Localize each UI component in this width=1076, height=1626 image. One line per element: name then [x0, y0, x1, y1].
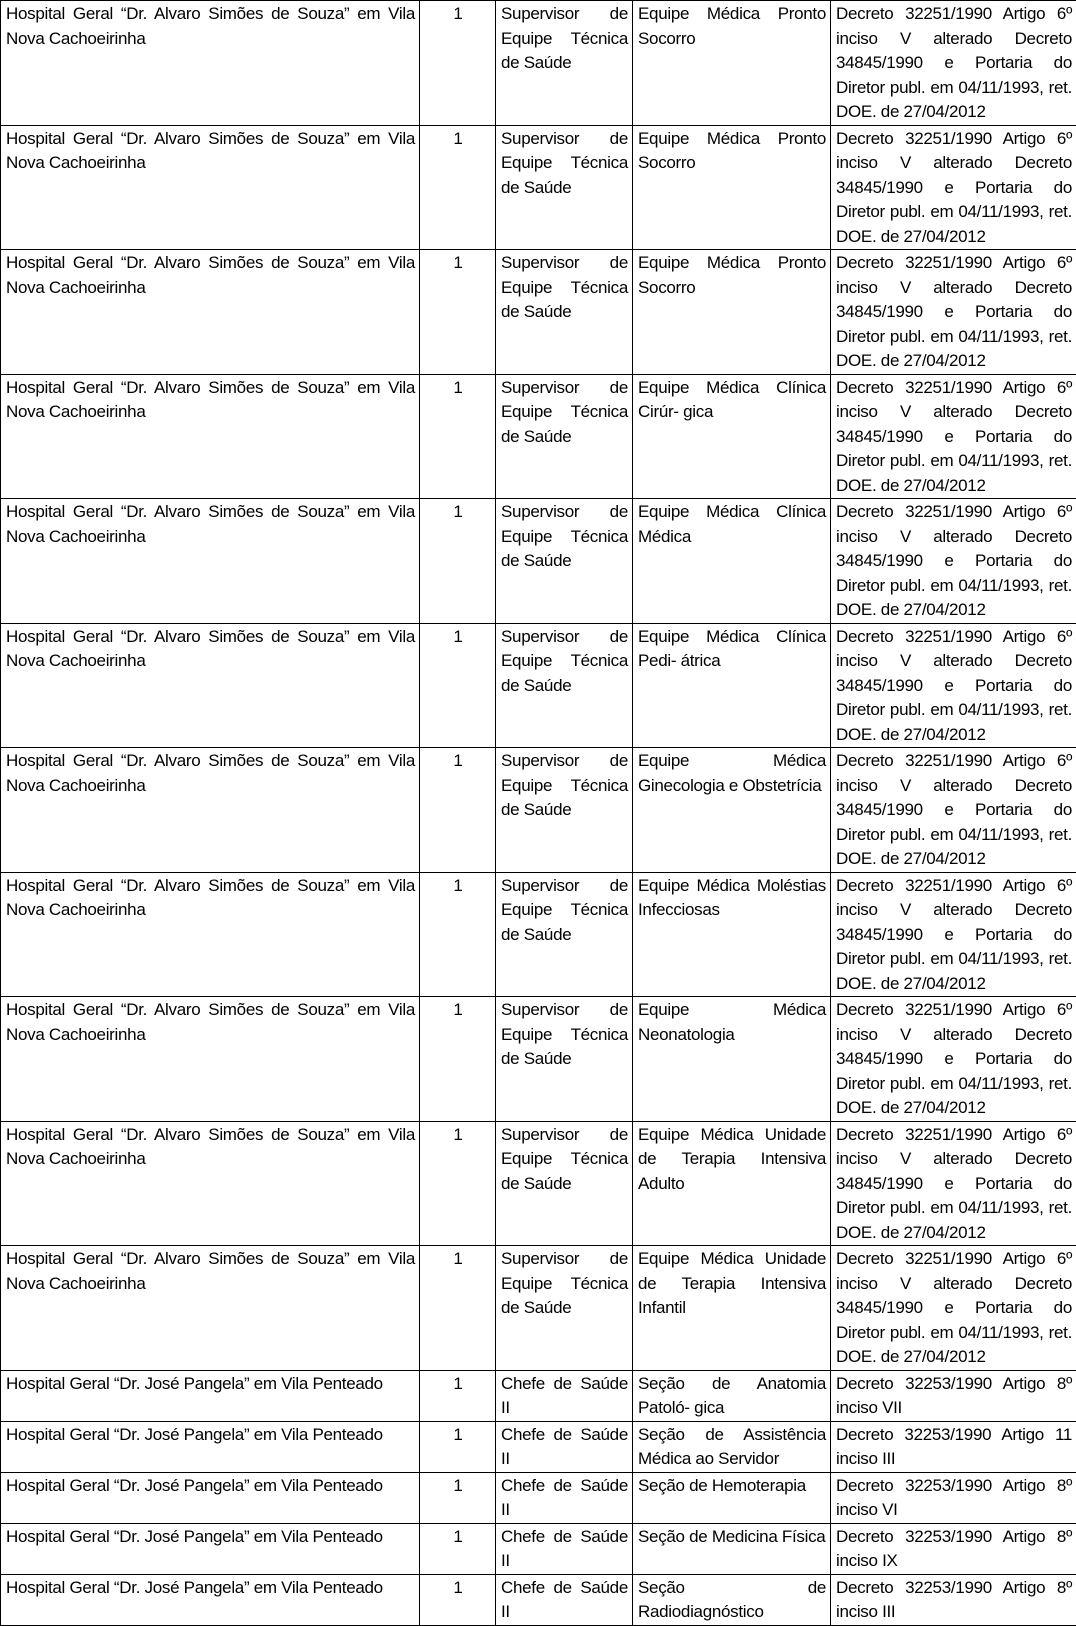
unit-cell [1, 623, 420, 748]
sector-cell [633, 1, 831, 126]
position-cell [496, 623, 633, 748]
quantity-cell [420, 1574, 496, 1625]
unit-text: Hospital Geral “Dr. Alvaro Simões de Souza” em Vila Nova Cachoeirinha [6, 251, 415, 300]
legal-basis-text: Decreto 32251/1990 Artigo 6º inciso V alterado Decreto 34845/1990 e Portaria do Diretor publ. em 04/11/1993, ret. DOE. de 27/04/2012 [836, 1123, 1072, 1246]
position-text: Supervisor de Equipe Técnica de Saúde [501, 874, 628, 948]
quantity-cell [420, 748, 496, 873]
sector-text: Equipe Médica Ginecologia e Obstetrícia [638, 749, 826, 798]
position-cell [496, 499, 633, 624]
legal-basis-cell [831, 1246, 1076, 1371]
legal-basis-text: Decreto 32251/1990 Artigo 6º inciso V alterado Decreto 34845/1990 e Portaria do Diretor publ. em 04/11/1993, ret. DOE. de 27/04/2012 [836, 1247, 1072, 1370]
table-row [1, 623, 1076, 748]
legal-basis-cell [831, 1370, 1076, 1421]
sector-text: Equipe Médica Pronto Socorro [638, 251, 826, 300]
legal-basis-text: Decreto 32251/1990 Artigo 6º inciso V alterado Decreto 34845/1990 e Portaria do Diretor publ. em 04/11/1993, ret. DOE. de 27/04/2012 [836, 376, 1072, 499]
sector-text: Seção de Assistência Médica ao Servidor [638, 1423, 826, 1472]
table-row [1, 1121, 1076, 1246]
legal-basis-text: Decreto 32253/1990 Artigo 11 inciso III [836, 1423, 1072, 1472]
position-text: Supervisor de Equipe Técnica de Saúde [501, 127, 628, 201]
quantity-text: 1 [425, 749, 491, 774]
quantity-text: 1 [425, 1123, 491, 1148]
sector-cell [633, 1370, 831, 1421]
quantity-cell [420, 125, 496, 250]
table-row [1, 125, 1076, 250]
unit-text: Hospital Geral “Dr. Alvaro Simões de Souza” em Vila Nova Cachoeirinha [6, 1123, 415, 1172]
legal-basis-cell [831, 1421, 1076, 1472]
position-cell [496, 997, 633, 1122]
quantity-cell [420, 499, 496, 624]
quantity-cell [420, 1, 496, 126]
quantity-text: 1 [425, 874, 491, 899]
unit-text: Hospital Geral “Dr. Alvaro Simões de Souza” em Vila Nova Cachoeirinha [6, 625, 415, 674]
position-cell [496, 748, 633, 873]
table-row [1, 872, 1076, 997]
legal-basis-cell [831, 1523, 1076, 1574]
sector-cell [633, 748, 831, 873]
unit-cell [1, 1421, 420, 1472]
quantity-cell [420, 872, 496, 997]
quantity-cell [420, 623, 496, 748]
quantity-text: 1 [425, 998, 491, 1023]
unit-cell [1, 1523, 420, 1574]
sector-text: Seção de Anatomia Patoló- gica [638, 1372, 826, 1421]
quantity-text: 1 [425, 500, 491, 525]
legal-basis-cell [831, 623, 1076, 748]
sector-cell [633, 125, 831, 250]
sector-text: Seção de Medicina Física [638, 1525, 826, 1550]
legal-basis-text: Decreto 32253/1990 Artigo 8º inciso VII [836, 1372, 1072, 1421]
position-text: Supervisor de Equipe Técnica de Saúde [501, 998, 628, 1072]
legal-basis-cell [831, 250, 1076, 375]
sector-text: Equipe Médica Moléstias Infecciosas [638, 874, 826, 923]
unit-text: Hospital Geral “Dr. Alvaro Simões de Souza” em Vila Nova Cachoeirinha [6, 998, 415, 1047]
table-row [1, 1472, 1076, 1523]
quantity-text: 1 [425, 1525, 491, 1550]
quantity-text: 1 [425, 1423, 491, 1448]
unit-text: Hospital Geral “Dr. José Pangela” em Vila Penteado [6, 1372, 415, 1397]
position-cell [496, 374, 633, 499]
sector-text: Seção de Hemoterapia [638, 1474, 826, 1499]
quantity-cell [420, 1421, 496, 1472]
position-cell [496, 1121, 633, 1246]
position-cell [496, 1472, 633, 1523]
unit-cell [1, 499, 420, 624]
quantity-cell [420, 250, 496, 375]
sector-cell [633, 623, 831, 748]
quantity-text: 1 [425, 625, 491, 650]
legal-basis-text: Decreto 32253/1990 Artigo 8º inciso VI [836, 1474, 1072, 1523]
sector-cell [633, 1246, 831, 1371]
sector-text: Equipe Médica Clínica Cirúr- gica [638, 376, 826, 425]
unit-cell [1, 125, 420, 250]
table-row [1, 1246, 1076, 1371]
position-text: Supervisor de Equipe Técnica de Saúde [501, 500, 628, 574]
unit-cell [1, 1370, 420, 1421]
unit-cell [1, 1121, 420, 1246]
table-row [1, 1, 1076, 126]
legal-basis-text: Decreto 32251/1990 Artigo 6º inciso V alterado Decreto 34845/1990 e Portaria do Diretor publ. em 04/11/1993, ret. DOE. de 27/04/2012 [836, 625, 1072, 748]
legal-basis-cell [831, 1574, 1076, 1625]
quantity-text: 1 [425, 1576, 491, 1601]
legal-basis-text: Decreto 32253/1990 Artigo 8º inciso IX [836, 1525, 1072, 1574]
unit-text: Hospital Geral “Dr. Alvaro Simões de Souza” em Vila Nova Cachoeirinha [6, 1247, 415, 1296]
legal-basis-text: Decreto 32251/1990 Artigo 6º inciso V alterado Decreto 34845/1990 e Portaria do Diretor publ. em 04/11/1993, ret. DOE. de 27/04/2012 [836, 749, 1072, 872]
unit-text: Hospital Geral “Dr. Alvaro Simões de Souza” em Vila Nova Cachoeirinha [6, 874, 415, 923]
legal-basis-text: Decreto 32251/1990 Artigo 6º inciso V alterado Decreto 34845/1990 e Portaria do Diretor publ. em 04/11/1993, ret. DOE. de 27/04/2012 [836, 998, 1072, 1121]
table-row [1, 997, 1076, 1122]
quantity-cell [420, 1472, 496, 1523]
legal-basis-text: Decreto 32251/1990 Artigo 6º inciso V alterado Decreto 34845/1990 e Portaria do Diretor publ. em 04/11/1993, ret. DOE. de 27/04/2012 [836, 251, 1072, 374]
quantity-cell [420, 1121, 496, 1246]
unit-cell [1, 1246, 420, 1371]
unit-text: Hospital Geral “Dr. Alvaro Simões de Souza” em Vila Nova Cachoeirinha [6, 749, 415, 798]
position-cell [496, 872, 633, 997]
position-cell [496, 1574, 633, 1625]
quantity-text: 1 [425, 2, 491, 27]
table-row [1, 1421, 1076, 1472]
sector-text: Equipe Médica Unidade de Terapia Intensiva Adulto [638, 1123, 826, 1197]
table-row [1, 1370, 1076, 1421]
sector-cell [633, 250, 831, 375]
position-cell [496, 1246, 633, 1371]
unit-text: Hospital Geral “Dr. Alvaro Simões de Souza” em Vila Nova Cachoeirinha [6, 127, 415, 176]
sector-text: Equipe Médica Pronto Socorro [638, 2, 826, 51]
sector-cell [633, 1523, 831, 1574]
quantity-cell [420, 374, 496, 499]
position-text: Chefe de Saúde II [501, 1525, 628, 1574]
table-body [1, 1, 1076, 1626]
position-text: Chefe de Saúde II [501, 1423, 628, 1472]
unit-cell [1, 748, 420, 873]
position-text: Supervisor de Equipe Técnica de Saúde [501, 625, 628, 699]
sector-cell [633, 499, 831, 624]
legal-basis-text: Decreto 32251/1990 Artigo 6º inciso V alterado Decreto 34845/1990 e Portaria do Diretor publ. em 04/11/1993, ret. DOE. de 27/04/2012 [836, 127, 1072, 250]
table-row [1, 374, 1076, 499]
table-row [1, 748, 1076, 873]
unit-text: Hospital Geral “Dr. José Pangela” em Vila Penteado [6, 1423, 415, 1448]
position-text: Chefe de Saúde II [501, 1372, 628, 1421]
unit-cell [1, 1, 420, 126]
unit-cell [1, 997, 420, 1122]
legal-basis-text: Decreto 32253/1990 Artigo 8º inciso III [836, 1576, 1072, 1625]
sector-text: Equipe Médica Neonatologia [638, 998, 826, 1047]
quantity-cell [420, 997, 496, 1122]
quantity-text: 1 [425, 251, 491, 276]
sector-text: Equipe Médica Clínica Pedi- átrica [638, 625, 826, 674]
table-row [1, 1523, 1076, 1574]
unit-cell [1, 1472, 420, 1523]
quantity-text: 1 [425, 376, 491, 401]
sector-cell [633, 1421, 831, 1472]
legal-basis-text: Decreto 32251/1990 Artigo 6º inciso V alterado Decreto 34845/1990 e Portaria do Diretor publ. em 04/11/1993, ret. DOE. de 27/04/2012 [836, 500, 1072, 623]
position-cell [496, 1370, 633, 1421]
quantity-cell [420, 1523, 496, 1574]
legal-basis-cell [831, 1472, 1076, 1523]
position-cell [496, 1523, 633, 1574]
legal-basis-cell [831, 1, 1076, 126]
unit-text: Hospital Geral “Dr. José Pangela” em Vila Penteado [6, 1474, 415, 1499]
unit-cell [1, 872, 420, 997]
table-row [1, 499, 1076, 624]
unit-text: Hospital Geral “Dr. Alvaro Simões de Souza” em Vila Nova Cachoeirinha [6, 500, 415, 549]
sector-cell [633, 1574, 831, 1625]
unit-text: Hospital Geral “Dr. José Pangela” em Vila Penteado [6, 1525, 415, 1550]
unit-cell [1, 374, 420, 499]
legal-basis-cell [831, 997, 1076, 1122]
sector-cell [633, 1121, 831, 1246]
position-text: Supervisor de Equipe Técnica de Saúde [501, 749, 628, 823]
unit-cell [1, 1574, 420, 1625]
sector-text: Seção de Radiodiagnóstico [638, 1576, 826, 1625]
position-text: Chefe de Saúde II [501, 1576, 628, 1625]
legal-basis-cell [831, 1121, 1076, 1246]
position-text: Supervisor de Equipe Técnica de Saúde [501, 2, 628, 76]
unit-text: Hospital Geral “Dr. José Pangela” em Vila Penteado [6, 1576, 415, 1601]
legal-basis-cell [831, 125, 1076, 250]
legal-basis-cell [831, 499, 1076, 624]
position-text: Supervisor de Equipe Técnica de Saúde [501, 376, 628, 450]
table-row [1, 250, 1076, 375]
position-text: Supervisor de Equipe Técnica de Saúde [501, 1123, 628, 1197]
sector-cell [633, 374, 831, 499]
legal-basis-cell [831, 872, 1076, 997]
sector-text: Equipe Médica Clínica Médica [638, 500, 826, 549]
position-cell [496, 1421, 633, 1472]
sector-cell [633, 872, 831, 997]
sector-cell [633, 997, 831, 1122]
unit-text: Hospital Geral “Dr. Alvaro Simões de Souza” em Vila Nova Cachoeirinha [6, 376, 415, 425]
legal-basis-cell [831, 748, 1076, 873]
legal-basis-text: Decreto 32251/1990 Artigo 6º inciso V alterado Decreto 34845/1990 e Portaria do Diretor publ. em 04/11/1993, ret. DOE. de 27/04/2012 [836, 874, 1072, 997]
position-cell [496, 1, 633, 126]
unit-cell [1, 250, 420, 375]
sector-text: Equipe Médica Pronto Socorro [638, 127, 826, 176]
quantity-cell [420, 1370, 496, 1421]
sector-text: Equipe Médica Unidade de Terapia Intensiva Infantil [638, 1247, 826, 1321]
position-cell [496, 125, 633, 250]
quantity-text: 1 [425, 1247, 491, 1272]
position-text: Supervisor de Equipe Técnica de Saúde [501, 1247, 628, 1321]
unit-text: Hospital Geral “Dr. Alvaro Simões de Souza” em Vila Nova Cachoeirinha [6, 2, 415, 51]
position-cell [496, 250, 633, 375]
table-row [1, 1574, 1076, 1625]
legal-basis-cell [831, 374, 1076, 499]
quantity-text: 1 [425, 1474, 491, 1499]
sector-cell [633, 1472, 831, 1523]
quantity-cell [420, 1246, 496, 1371]
position-text: Supervisor de Equipe Técnica de Saúde [501, 251, 628, 325]
position-text: Chefe de Saúde II [501, 1474, 628, 1523]
quantity-text: 1 [425, 1372, 491, 1397]
quantity-text: 1 [425, 127, 491, 152]
legal-basis-text: Decreto 32251/1990 Artigo 6º inciso V alterado Decreto 34845/1990 e Portaria do Diretor publ. em 04/11/1993, ret. DOE. de 27/04/2012 [836, 2, 1072, 125]
